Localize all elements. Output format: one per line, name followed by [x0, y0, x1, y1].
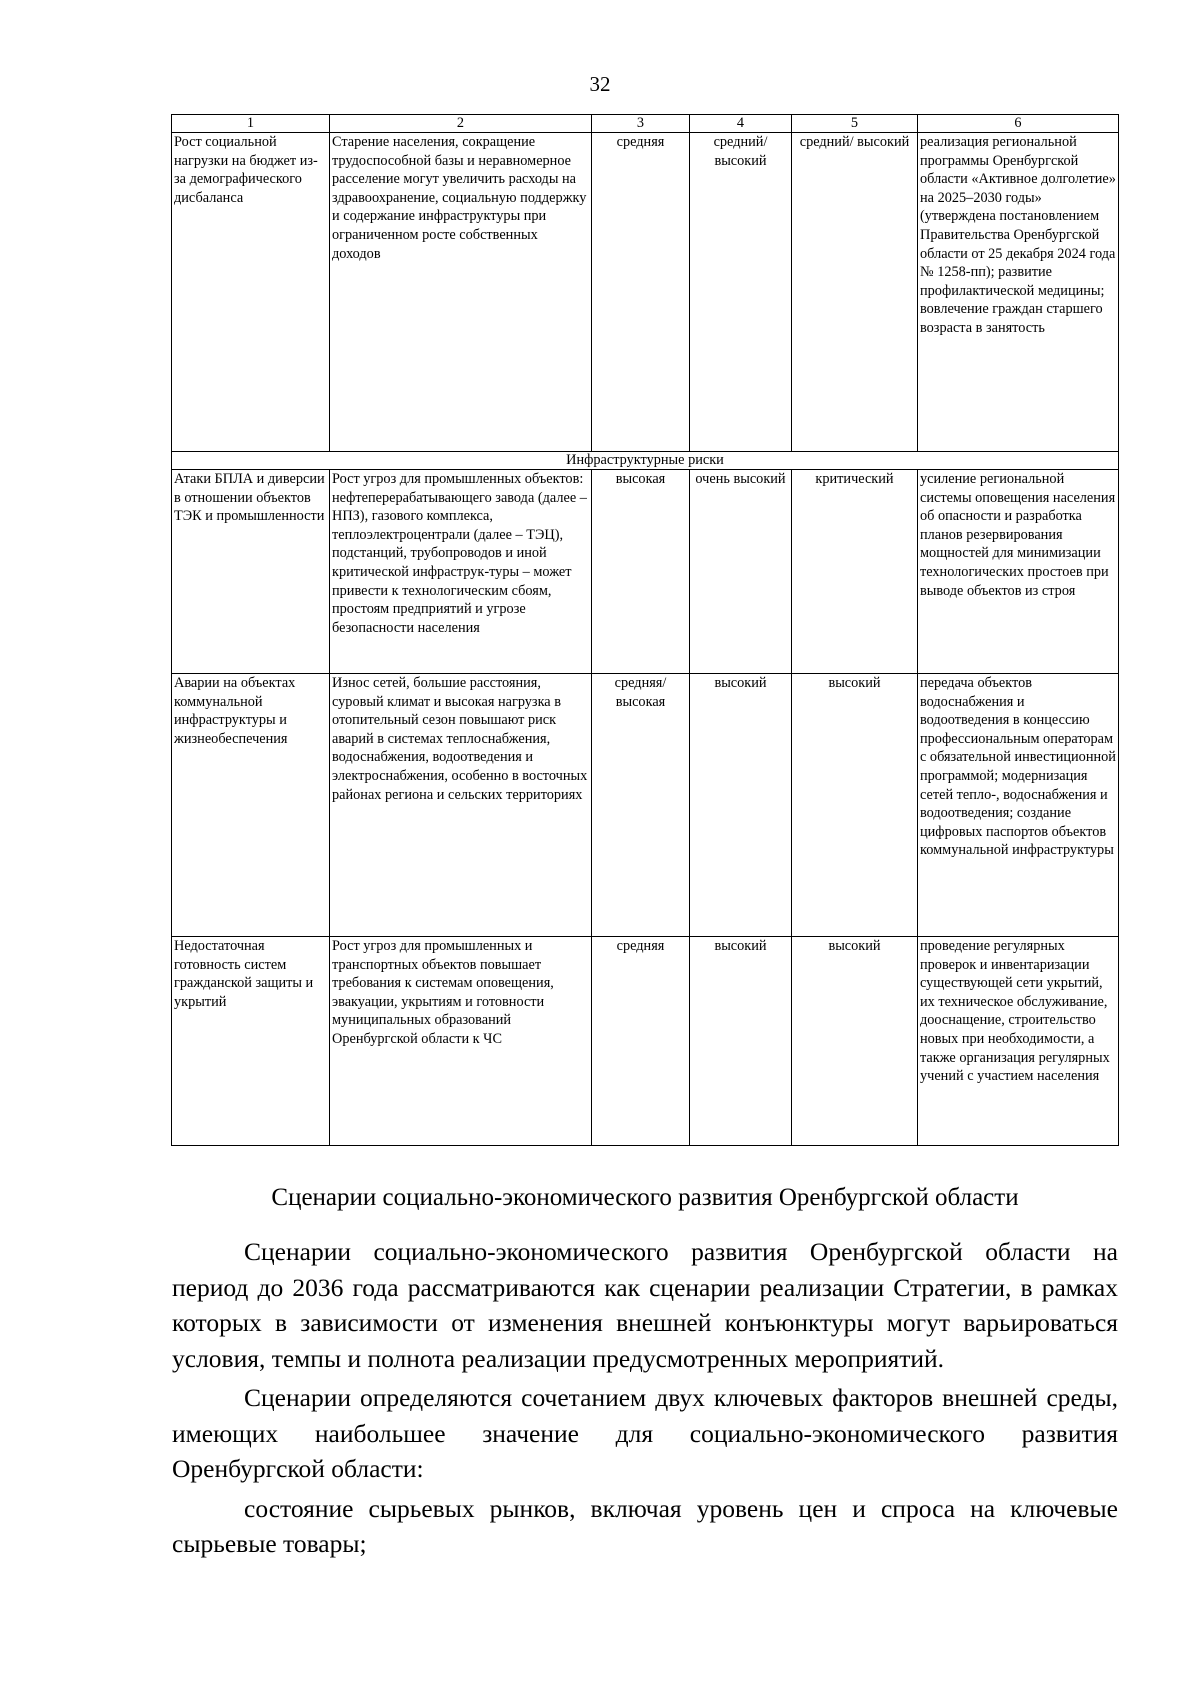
body-text: [172, 1234, 1118, 1566]
measures-cell: усиление региональной системы оповещения населения об опасности и разработка планов резервирования мощностей для минимизации технологических простоев при выводе объектов из строя: [918, 470, 1119, 674]
impact-cell: высокий: [690, 937, 792, 1146]
page-number: 32: [589, 72, 611, 96]
section-heading: Сценарии социально-экономического развития Оренбургской области: [271, 1184, 1019, 1211]
probability-cell: высокая: [592, 470, 690, 674]
impact-cell: очень высокий: [690, 470, 792, 674]
risk-description-cell: Износ сетей, большие расстояния, суровый климат и высокая нагрузка в отопительный сезон повышают риск аварий в системах теплоснабжения, водоснабжения, водоотведения и электроснабжения, особенно в восточных районах региона и сельских территориях: [330, 674, 592, 937]
paragraph: Сценарии определяются сочетанием двух ключевых факторов внешней среды, имеющих наибольшее значение для социально-экономического развития Оренбургской области:: [172, 1383, 1118, 1483]
probability-cell: средняя/ высокая: [592, 674, 690, 937]
risk-name-cell: Аварии на объектах коммунальной инфраструктуры и жизнеобеспечения: [172, 674, 330, 937]
measures-cell: реализация региональной программы Оренбургской области «Активное долголетие» на 2025–2030 годы» (утверждена постановлением Правительства Оренбургской области от 25 декабря 2024 года № 1258-пп); развитие профилактической медицины; вовлечение граждан старшего возраста в занятость: [918, 133, 1119, 452]
measures-cell: передача объектов водоснабжения и водоотведения в концессию профессиональным операторам с обязательной инвестиционной программой; модернизация сетей тепло-, водоснабжения и водоотведения; создание цифровых паспортов объектов коммунальной инфраструктуры: [918, 674, 1119, 937]
section-title: Инфраструктурные риски: [172, 452, 1119, 470]
column-header: 6: [918, 115, 1119, 133]
probability-cell: средняя: [592, 133, 690, 452]
column-header: 4: [690, 115, 792, 133]
risk-description-cell: Рост угроз для промышленных объектов: нефтеперерабатывающего завода (далее – НПЗ), газового комплекса, теплоэлектроцентрали (далее – ТЭЦ), подстанций, трубопроводов и иной критической инфраструк-туры – может привести к технологическим сбоям, простоям предприятий и угрозе безопасности населения: [330, 470, 592, 674]
risk-level-cell: высокий: [792, 674, 918, 937]
column-header: 2: [330, 115, 592, 133]
column-header: 3: [592, 115, 690, 133]
risk-level-cell: высокий: [792, 937, 918, 1146]
paragraph: состояние сырьевых рынков, включая уровень цен и спроса на ключевые сырьевые товары;: [172, 1493, 1118, 1558]
table-row: [172, 133, 1119, 452]
measures-cell: проведение регулярных проверок и инвентаризации существующей сети укрытий, их техническое обслуживание, дооснащение, строительство новых при необходимости, а также организация регулярных учений с участием населения: [918, 937, 1119, 1146]
table-row: [172, 470, 1119, 674]
risk-description-cell: Старение населения, сокращение трудоспособной базы и неравномерное расселение могут увеличить расходы на здравоохранение, социальную поддержку и содержание инфраструктуры при ограниченном росте собственных доходов: [330, 133, 592, 452]
paragraph: Сценарии социально-экономического развития Оренбургской области на период до 2036 года рассматриваются как сценарии реализации Стратегии, в рамках которых в зависимости от изменения внешней конъюнктуры могут варьироваться условия, темпы и полнота реализации предусмотренных мероприятий.: [172, 1237, 1118, 1373]
column-header: 5: [792, 115, 918, 133]
table-header-row: [172, 115, 1119, 133]
table-row: [172, 674, 1119, 937]
column-header: 1: [172, 115, 330, 133]
impact-cell: высокий: [690, 674, 792, 937]
table-row: [172, 937, 1119, 1146]
risk-description-cell: Рост угроз для промышленных и транспортных объектов повышает требования к системам оповещения, эвакуации, укрытиям и готовности муниципальных образований Оренбургской области к ЧС: [330, 937, 592, 1146]
risk-name-cell: Недостаточная готовность систем гражданской защиты и укрытий: [172, 937, 330, 1146]
risk-level-cell: критический: [792, 470, 918, 674]
probability-cell: средняя: [592, 937, 690, 1146]
risk-name-cell: Атаки БПЛА и диверсии в отношении объектов ТЭК и промышленности: [172, 470, 330, 674]
risk-level-cell: средний/ высокий: [792, 133, 918, 452]
risk-table: [171, 114, 1119, 1146]
risk-name-cell: Рост социальной нагрузки на бюджет из-за демографического дисбаланса: [172, 133, 330, 452]
impact-cell: средний/ высокий: [690, 133, 792, 452]
section-row: [172, 452, 1119, 470]
